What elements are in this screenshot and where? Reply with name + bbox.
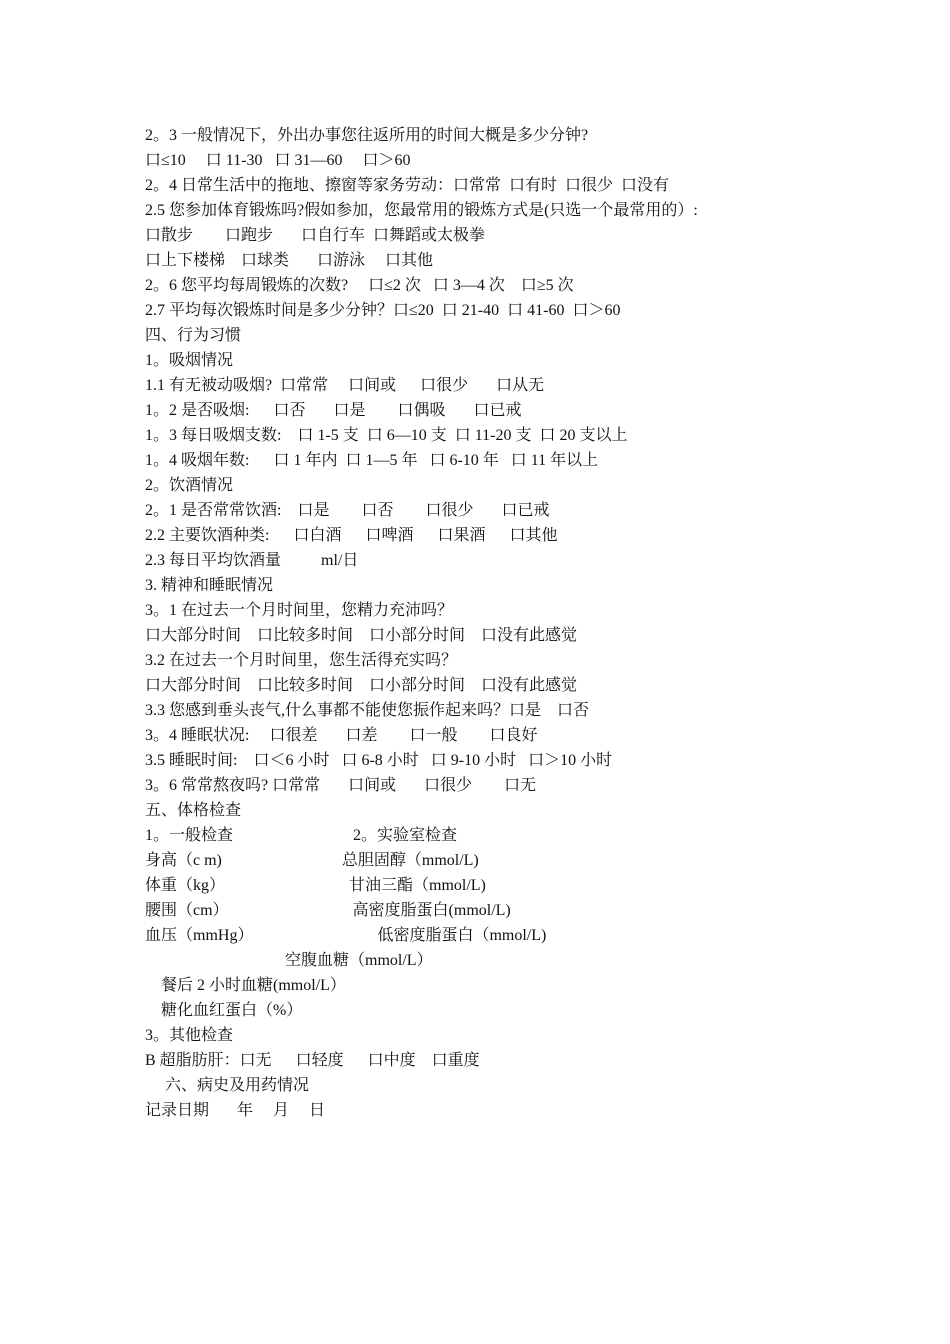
hba1c: 糖化血红蛋白（%） [145, 1002, 303, 1019]
question-3-1: 3。1 在过去一个月时间里，您精力充沛吗？ [145, 602, 454, 619]
question-2-4: 2。4 日常生活中的拖地、擦窗等家务劳动：口常常 口有时 口很少 口没有 [145, 177, 670, 194]
exam-subheadings: 1。一般检查 2。实验室检查 [145, 827, 458, 844]
height-cholesterol: 身高（c m) 总胆固醇（mmol/L) [145, 852, 479, 869]
question-1-4: 1。4 吸烟年数: 口 1 年内 口 1—5 年 口 6-10 年 口 11 年以上 [145, 452, 599, 469]
fasting-glucose: 空腹血糖（mmol/L） [145, 952, 433, 969]
question-2-7: 2.7 平均每次锻炼时间是多少分钟？口≤20 口 21-40 口 41-60 口＞60 [145, 302, 621, 319]
mental-sleep-heading: 3. 精神和睡眠情况 [145, 577, 274, 594]
drinking-heading: 2。饮酒情况 [145, 477, 234, 494]
section-4-heading: 四、行为习惯 [145, 327, 242, 344]
question-1-3: 1。3 每日吸烟支数: 口 1-5 支 口 6—10 支 口 11-20 支 口 20 支以上 [145, 427, 628, 444]
blood-pressure-ldl: 血压（mmHg） 低密度脂蛋白（mmol/L) [145, 927, 547, 944]
waist-hdl: 腰围（cm） 高密度脂蛋白(mmol/L) [145, 902, 511, 919]
question-1-2: 1。2 是否吸烟: 口否 口是 口偶吸 口已戒 [145, 402, 522, 419]
postprandial-glucose: 餐后 2 小时血糖(mmol/L） [145, 977, 346, 994]
question-3-6: 3。6 常常熬夜吗? 口常常 口间或 口很少 口无 [145, 777, 537, 794]
question-2-6: 2。6 您平均每周锻炼的次数? 口≤2 次 口 3—4 次 口≥5 次 [145, 277, 574, 294]
section-5-heading: 五、体格检查 [145, 802, 242, 819]
question-2-5: 2.5 您参加体育锻炼吗?假如参加，您最常用的锻炼方式是(只选一个最常用的）: [145, 202, 698, 219]
question-3-2: 3.2 在过去一个月时间里，您生活得充实吗？ [145, 652, 458, 669]
weight-triglyceride: 体重（kg） 甘油三酯（mmol/L) [145, 877, 486, 894]
fatty-liver: B 超脂肪肝：口无 口轻度 口中度 口重度 [145, 1052, 480, 1069]
question-2-3-drink: 2.3 每日平均饮酒量 ml/日 [145, 552, 359, 569]
record-date: 记录日期 年 月 日 [145, 1102, 326, 1119]
question-3-4: 3。4 睡眠状况: 口很差 口差 口一般 口良好 [145, 727, 538, 744]
question-2-5-options-b: 口上下楼梯 口球类 口游泳 口其他 [145, 252, 434, 269]
question-2-2: 2.2 主要饮酒种类: 口白酒 口啤酒 口果酒 口其他 [145, 527, 558, 544]
question-2-1: 2。1 是否常常饮酒: 口是 口否 口很少 口已戒 [145, 502, 550, 519]
question-1-1: 1.1 有无被动吸烟? 口常常 口间或 口很少 口从无 [145, 377, 545, 394]
question-2-3-options: 口≤10 口 11-30 口 31—60 口＞60 [145, 152, 411, 169]
section-6-heading: 六、病史及用药情况 [145, 1077, 310, 1094]
question-3-2-options: 口大部分时间 口比较多时间 口小部分时间 口没有此感觉 [145, 677, 578, 694]
question-3-1-options: 口大部分时间 口比较多时间 口小部分时间 口没有此感觉 [145, 627, 578, 644]
smoking-heading: 1。吸烟情况 [145, 352, 234, 369]
other-exam-heading: 3。其他检查 [145, 1027, 234, 1044]
question-3-3: 3.3 您感到垂头丧气,什么事都不能使您振作起来吗？口是 口否 [145, 702, 590, 719]
question-3-5: 3.5 睡眠时间: 口＜6 小时 口 6-8 小时 口 9-10 小时 口＞10 小时 [145, 752, 613, 769]
question-2-3: 2。3 一般情况下，外出办事您往返所用的时间大概是多少分钟? [145, 127, 589, 144]
question-2-5-options-a: 口散步 口跑步 口自行车 口舞蹈或太极拳 [145, 227, 486, 244]
